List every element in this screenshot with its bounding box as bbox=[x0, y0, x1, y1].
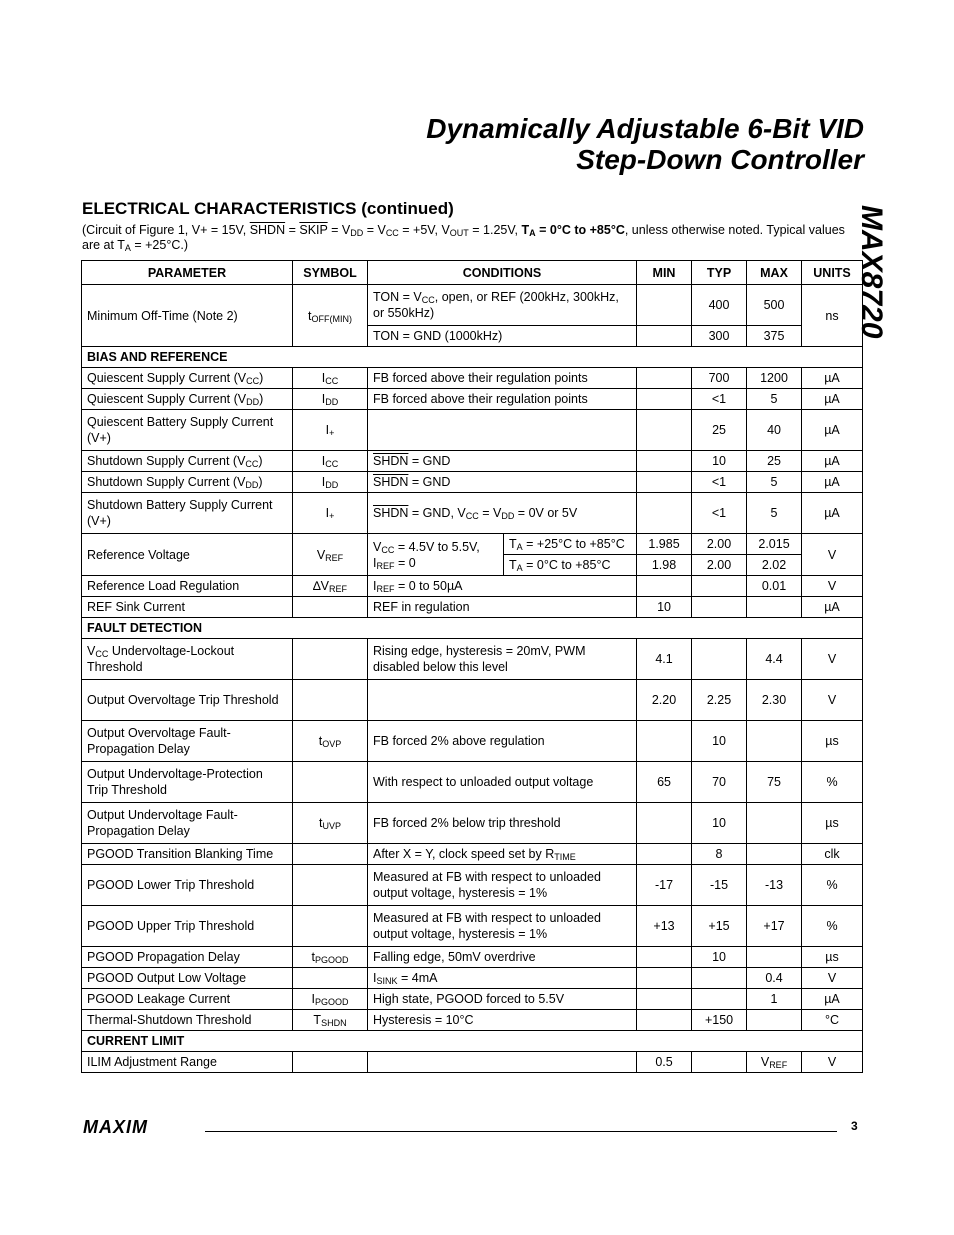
svg-text:MAXIM: MAXIM bbox=[83, 1119, 148, 1135]
table-row: Reference Voltage $V_{REF}$ $V_{CC} = 4.5V$ to 5.5V, $I_{REF} = 0$ $T_A = +25^\circ C$ to +85°C 1.985 2.00 2.015 V bbox=[82, 534, 863, 555]
side-part-number bbox=[855, 205, 908, 365]
table-row: PGOOD Lower Trip Threshold Measured at FB with respect to unloaded output voltage, hysteresis = 1% -17 -15 -13 % bbox=[82, 865, 863, 906]
section-row-bias: BIAS AND REFERENCE bbox=[82, 347, 863, 368]
table-header-row bbox=[82, 261, 863, 285]
table-row: Output Undervoltage Fault-Propagation Delay $t_{UVP}$ FB forced 2% below trip threshold 10 µs bbox=[82, 803, 863, 844]
table-row: PGOOD Output Low Voltage $I_{SINK} = 4mA$ 0.4 V bbox=[82, 968, 863, 989]
header-symbol: SYMBOL bbox=[293, 261, 368, 285]
electrical-characteristics-table bbox=[81, 260, 863, 1073]
table-row: Quiescent Battery Supply Current (V+) $I_+$ 25 40 µA bbox=[82, 410, 863, 451]
section-title: ELECTRICAL CHARACTERISTICS (continued) bbox=[82, 199, 454, 218]
table-row: Shutdown Battery Supply Current (V+) $I_+$ SHDN = GND, $V_{CC} = V_{DD} = 0V$ or 5V <1 5 µA bbox=[82, 493, 863, 534]
table-row: TON = GND (1000kHz) 300 375 bbox=[82, 326, 863, 347]
table-row: Output Overvoltage Trip Threshold 2.20 2.25 2.30 V bbox=[82, 680, 863, 721]
page-number: 3 bbox=[851, 1119, 858, 1133]
maxim-logo bbox=[83, 1119, 193, 1135]
table-row: Output Overvoltage Fault-Propagation Delay $t_{OVP}$ FB forced 2% above regulation 10 µs bbox=[82, 721, 863, 762]
header-typ: TYP bbox=[692, 261, 747, 285]
header-max: MAX bbox=[747, 261, 802, 285]
side-part-number-text: MAX8720 bbox=[855, 205, 888, 339]
table-row: PGOOD Upper Trip Threshold Measured at FB with respect to unloaded output voltage, hysteresis = 1% +13 +15 +17 % bbox=[82, 906, 863, 947]
table-row: ILIM Adjustment Range 0.5 $V_{REF}$ V bbox=[82, 1052, 863, 1073]
section-row-current-limit: CURRENT LIMIT bbox=[82, 1031, 863, 1052]
section-row-fault: FAULT DETECTION bbox=[82, 618, 863, 639]
header-min: MIN bbox=[637, 261, 692, 285]
table-row: $V_{CC}$ Undervoltage-Lockout Threshold Rising edge, hysteresis = 20mV, PWM disabled below this level 4.1 4.4 V bbox=[82, 639, 863, 680]
table-row: PGOOD Propagation Delay $t_{PGOOD}$ Falling edge, 50mV overdrive 10 µs bbox=[82, 947, 863, 968]
table-row: Shutdown Supply Current $(V_{CC})$ $I_{CC}$ SHDN = GND 10 25 µA bbox=[82, 451, 863, 472]
title-line-1: Dynamically Adjustable 6-Bit VID bbox=[426, 113, 864, 144]
table-row: Minimum Off-Time (Note 2) $t_{OFF(MIN)}$ TON = $V_{CC}$, open, or REF (200kHz, 300kHz, or 550kHz) 400 500 ns bbox=[82, 285, 863, 326]
conditions-note: (Circuit of Figure 1, V+ = 15V, SHDN = SKIP = $V_{DD} = V_{CC} = +5V$, $V_{OUT} = 1.25V$, $T_A = 0^\circ C$ to +85°C, unless otherwise noted. Typical values are at $T_A = +25^\circ C$.) bbox=[82, 223, 845, 253]
title-line-2: Step-Down Controller bbox=[576, 144, 864, 175]
document-title bbox=[164, 113, 864, 175]
table-row: PGOOD Transition Blanking Time After X = Y, clock speed set by $R_{TIME}$ 8 clk bbox=[82, 844, 863, 865]
table-row: $T_A = 0^\circ C$ to +85°C 1.98 2.00 2.02 bbox=[82, 555, 863, 576]
table-row: Output Undervoltage-Protection Trip Threshold With respect to unloaded output voltage 65 70 75 % bbox=[82, 762, 863, 803]
table-row: Reference Load Regulation $\Delta V_{REF}$ $I_{REF} = 0$ to 50µA 0.01 V bbox=[82, 576, 863, 597]
table-row: Thermal-Shutdown Threshold $T_{SHDN}$ Hysteresis = 10°C +150 °C bbox=[82, 1010, 863, 1031]
header-parameter: PARAMETER bbox=[82, 261, 293, 285]
table-row: Quiescent Supply Current $(V_{CC})$ $I_{CC}$ FB forced above their regulation points 700 1200 µA bbox=[82, 368, 863, 389]
table-row: Shutdown Supply Current $(V_{DD})$ $I_{DD}$ SHDN = GND <1 5 µA bbox=[82, 472, 863, 493]
table-row: PGOOD Leakage Current $I_{PGOOD}$ High state, PGOOD forced to 5.5V 1 µA bbox=[82, 989, 863, 1010]
footer-divider bbox=[205, 1131, 837, 1132]
header-units: UNITS bbox=[802, 261, 863, 285]
header-conditions: CONDITIONS bbox=[368, 261, 637, 285]
table-row: REF Sink Current REF in regulation 10 µA bbox=[82, 597, 863, 618]
table-row: Quiescent Supply Current $(V_{DD})$ $I_{DD}$ FB forced above their regulation points <1 5 µA bbox=[82, 389, 863, 410]
